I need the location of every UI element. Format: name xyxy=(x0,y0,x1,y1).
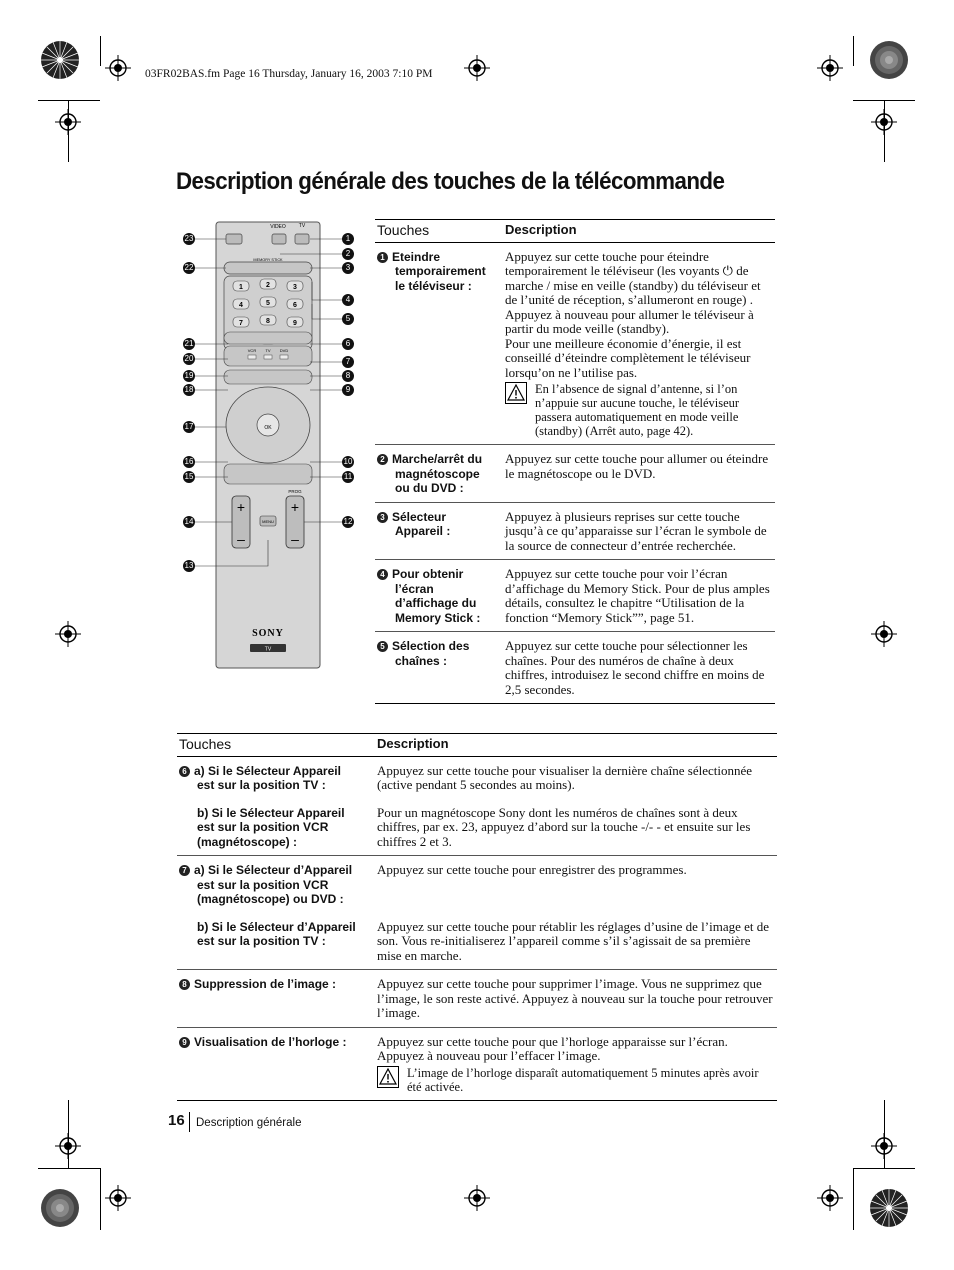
description-cell xyxy=(503,502,775,560)
key-number-badge: 4 xyxy=(377,569,388,580)
starburst-target-icon xyxy=(40,40,80,80)
table-row xyxy=(375,632,775,704)
digit-label: 9 xyxy=(293,320,297,327)
digit-label: 8 xyxy=(266,318,270,325)
key-name-cell xyxy=(375,560,503,632)
key-name-cell xyxy=(375,242,503,445)
starburst-target-icon xyxy=(40,1188,80,1228)
registration-mark-icon xyxy=(464,1185,490,1211)
description-cell xyxy=(503,445,775,503)
description-cell xyxy=(503,242,775,445)
callout-number: 19 xyxy=(184,371,194,380)
digit-label: 5 xyxy=(266,300,270,307)
key-name-line: Suppression de l’image : xyxy=(194,977,337,991)
description-text: Appuyez sur cette touche pour allumer ou éteindre le magnétoscope ou le DVD. xyxy=(505,451,769,481)
description-text: Appuyez sur cette touche pour sélectionner les chaînes. Pour des numéros de chaîne à deux chiffres, introduisez le second chiffre en moins de 2,5 secondes. xyxy=(505,638,765,697)
footer-divider xyxy=(189,1112,190,1132)
column-header-touches: Touches xyxy=(179,736,232,752)
table-row xyxy=(177,913,777,970)
callout-number: 17 xyxy=(184,422,194,431)
key-number-badge: 8 xyxy=(179,979,190,990)
key-name-line: temporairement xyxy=(395,264,486,278)
source-indicator xyxy=(248,355,256,359)
tv-top-label: TV xyxy=(298,223,306,229)
video-label: VIDEO xyxy=(270,224,286,230)
description-text: Appuyez sur cette touche pour voir l’écran d’affichage du Memory Stick. Pour de plus amples détails, consultez le chapitre “Utilisation de la fonction “Memory Stick””, page 51. xyxy=(505,566,770,625)
description-cell xyxy=(375,756,777,799)
key-number-badge: 2 xyxy=(377,454,388,465)
callout-number: 16 xyxy=(184,457,194,466)
key-name-line: (magnétoscope) ou DVD : xyxy=(197,892,344,906)
callout-number: 23 xyxy=(184,234,194,243)
registration-mark-icon xyxy=(871,1133,897,1159)
callout-number: 3 xyxy=(342,262,354,274)
description-cell xyxy=(375,1027,777,1100)
key-name-line: a) Si le Sélecteur d’Appareil xyxy=(194,863,353,877)
table-row xyxy=(177,756,777,799)
key-number-badge: 5 xyxy=(377,641,388,652)
description-cell xyxy=(375,856,777,913)
callout-number: 15 xyxy=(184,472,194,481)
remote-brand-logo: SONY xyxy=(252,628,284,639)
digit-label: 7 xyxy=(239,320,243,327)
table-row xyxy=(375,560,775,632)
key-name-line: Sélection des xyxy=(392,639,470,653)
digit-label: 2 xyxy=(266,282,270,289)
remote-control-illustration xyxy=(180,220,360,672)
description-text: Appuyez sur cette touche pour éteindre temporairement le téléviseur (les voyants ⏻ de marche / mise en veille (standby) du téléviseur et de l’unité de réception, s’allumeront en rouge) . Appuyez à nouveau pour allumer le téléviseur à partir du mode veille (standby). xyxy=(505,248,761,336)
callout-number: 7 xyxy=(342,356,354,368)
description-text: Appuyez sur cette touche pour que l’horloge apparaisse sur l’écran. Appuyez à nouveau pour l’effacer l’image. xyxy=(377,1033,728,1063)
key-name-line: b) Si le Sélecteur d’Appareil xyxy=(197,919,356,934)
source-indicator xyxy=(264,355,272,359)
key-name-line: Pour obtenir xyxy=(392,567,464,581)
registration-mark-icon xyxy=(817,1185,843,1211)
column-header-description: Description xyxy=(505,222,577,237)
remote-tv-label: TV xyxy=(264,646,272,653)
key-name-cell xyxy=(177,856,375,913)
column-header-description: Description xyxy=(377,736,449,751)
menu-label: MENU xyxy=(262,519,274,524)
key-name-line: est sur la position TV : xyxy=(197,934,326,948)
key-name-cell xyxy=(177,1027,375,1100)
digit-label: 3 xyxy=(293,284,297,291)
warning-note xyxy=(505,382,773,438)
key-number-badge: 3 xyxy=(377,512,388,523)
key-name-cell xyxy=(375,502,503,560)
digit-label: 4 xyxy=(239,302,243,309)
key-name-line: chaînes : xyxy=(395,653,448,668)
registration-mark-icon xyxy=(55,621,81,647)
key-name-line: Sélecteur xyxy=(392,509,447,524)
touches-table-2 xyxy=(177,733,777,1101)
description-text: Appuyez sur cette touche pour visualiser la dernière chaîne sélectionnée (active pendant 5 secondes au moins). xyxy=(377,762,753,792)
description-text: Appuyez à plusieurs reprises sur cette touche jusqu’à ce qu’apparaisse sur l’écran le symbole de la source de connecteur d’entrée recherchée. xyxy=(505,508,767,553)
memory-stick-label: MEMORY STICK xyxy=(253,258,283,262)
callout-number: 10 xyxy=(343,457,353,466)
registration-mark-icon xyxy=(55,109,81,135)
key-name-cell xyxy=(177,799,375,856)
description-cell xyxy=(375,799,777,856)
description-text: Pour une meilleure économie d’énergie, il est conseillé d’éteindre complètement le téléviseur lorsqu’on ne l’utilise pas. xyxy=(505,335,751,380)
warning-note xyxy=(377,1066,775,1094)
svg-text:+: + xyxy=(236,499,246,515)
key-name-line: Visualisation de l’horloge : xyxy=(194,1034,347,1049)
callout-number: 11 xyxy=(343,472,353,481)
key-name-line: Marche/arrêt du xyxy=(392,452,483,466)
footer-section-label: Description générale xyxy=(196,1117,302,1129)
registration-mark-icon xyxy=(55,1133,81,1159)
callout-number: 12 xyxy=(343,517,353,526)
description-cell xyxy=(375,913,777,970)
callout-number: 9 xyxy=(342,384,354,396)
callout-number: 21 xyxy=(184,339,194,348)
key-name-cell xyxy=(177,913,375,970)
file-info-header: 03FR02BAS.fm Page 16 Thursday, January 16, 2003 7:10 PM xyxy=(145,68,433,80)
prog-label: PROG xyxy=(288,489,302,494)
starburst-target-icon xyxy=(869,1188,909,1228)
key-name-line: Appareil : xyxy=(395,524,451,538)
touches-table-1 xyxy=(375,219,775,704)
warning-triangle-icon xyxy=(377,1066,399,1088)
ok-label: OK xyxy=(264,425,272,431)
table-row xyxy=(177,799,777,856)
key-name-line: magnétoscope xyxy=(395,466,480,481)
key-name-line: est sur la position VCR xyxy=(197,877,329,892)
key-number-badge: 6 xyxy=(179,766,190,777)
description-cell xyxy=(375,970,777,1028)
key-name-line: Eteindre xyxy=(392,249,441,264)
source-label: TV xyxy=(265,348,271,353)
table-row xyxy=(177,1027,777,1100)
page-title: Description générale des touches de la télécommande xyxy=(176,168,725,195)
digit-label: 6 xyxy=(293,302,297,309)
registration-mark-icon xyxy=(871,621,897,647)
callout-number: 2 xyxy=(342,248,354,260)
key-name-line: b) Si le Sélecteur Appareil xyxy=(197,805,345,820)
table-row xyxy=(375,242,775,445)
source-label: DVD xyxy=(279,348,289,353)
key-name-line: Memory Stick : xyxy=(395,610,481,625)
warning-text: L’image de l’horloge disparaît automatiquement 5 minutes après avoir été activée. xyxy=(407,1065,759,1094)
key-name-line: a) Si le Sélecteur Appareil xyxy=(194,763,341,778)
key-number-badge: 1 xyxy=(377,252,388,263)
key-name-line: est sur la position TV : xyxy=(197,778,326,792)
table-row xyxy=(177,856,777,913)
callout-number: 20 xyxy=(184,354,194,363)
key-number-badge: 7 xyxy=(179,865,190,876)
description-text: Appuyez sur cette touche pour supprimer l’image. Vous ne supprimez que l’image, le son reste activé. Appuyez à nouveau sur la touche pour retrouver l’image. xyxy=(377,976,773,1020)
description-cell xyxy=(503,632,775,704)
registration-mark-icon xyxy=(105,55,131,81)
key-name-line: d’affichage du xyxy=(395,596,477,610)
callout-number: 8 xyxy=(342,370,354,382)
callout-number: 6 xyxy=(342,338,354,350)
registration-mark-icon xyxy=(464,55,490,81)
column-header-touches: Touches xyxy=(377,222,430,238)
key-name-cell xyxy=(177,970,375,1028)
source-label: VCR xyxy=(247,348,257,353)
page-number: 16 xyxy=(168,1112,185,1129)
callout-number: 22 xyxy=(184,263,194,272)
warning-triangle-icon xyxy=(505,382,527,404)
warning-text: En l’absence de signal d’antenne, si l’on n’appuie sur aucune touche, le téléviseur passera automatiquement en mode veille (standby) (Arrêt auto, page 42). xyxy=(535,382,740,438)
callout-number: 1 xyxy=(342,233,354,245)
callout-number: 13 xyxy=(184,561,194,570)
source-indicator xyxy=(280,355,288,359)
table-row xyxy=(375,502,775,560)
registration-mark-icon xyxy=(817,55,843,81)
key-name-line: est sur la position VCR xyxy=(197,820,329,834)
svg-text:+: + xyxy=(290,499,300,515)
callout-number: 5 xyxy=(342,313,354,325)
svg-text:–: – xyxy=(237,531,245,547)
table-row xyxy=(177,970,777,1028)
key-name-line: (magnétoscope) : xyxy=(197,834,298,849)
registration-mark-icon xyxy=(105,1185,131,1211)
svg-text:–: – xyxy=(291,531,299,547)
digit-label: 1 xyxy=(239,284,243,291)
key-name-line: l’écran xyxy=(395,581,434,596)
description-text: Appuyez sur cette touche pour enregistrer des programmes. xyxy=(377,862,687,877)
description-text: Pour un magnétoscope Sony dont les numéros de chaînes sont à deux chiffres, par ex. 23, appuyez d’abord sur la touche -/- - et ensuite sur les chiffres 2 et 3. xyxy=(377,804,751,849)
key-name-line: le téléviseur : xyxy=(395,278,472,293)
registration-mark-icon xyxy=(871,109,897,135)
description-text: Appuyez sur cette touche pour rétablir les réglages d’usine de l’image et de son. Vous re-initialiserez l’appareil comme s’il s’agissait de sa première mise en marche. xyxy=(377,918,770,963)
key-name-cell xyxy=(177,756,375,799)
key-number-badge: 9 xyxy=(179,1037,190,1048)
key-name-cell xyxy=(375,445,503,503)
callout-number: 18 xyxy=(184,385,194,394)
description-cell xyxy=(503,560,775,632)
key-name-cell xyxy=(375,632,503,704)
starburst-target-icon xyxy=(869,40,909,80)
table-row xyxy=(375,445,775,503)
key-name-line: ou du DVD : xyxy=(395,481,464,495)
callout-number: 14 xyxy=(184,517,194,526)
callout-number: 4 xyxy=(342,294,354,306)
